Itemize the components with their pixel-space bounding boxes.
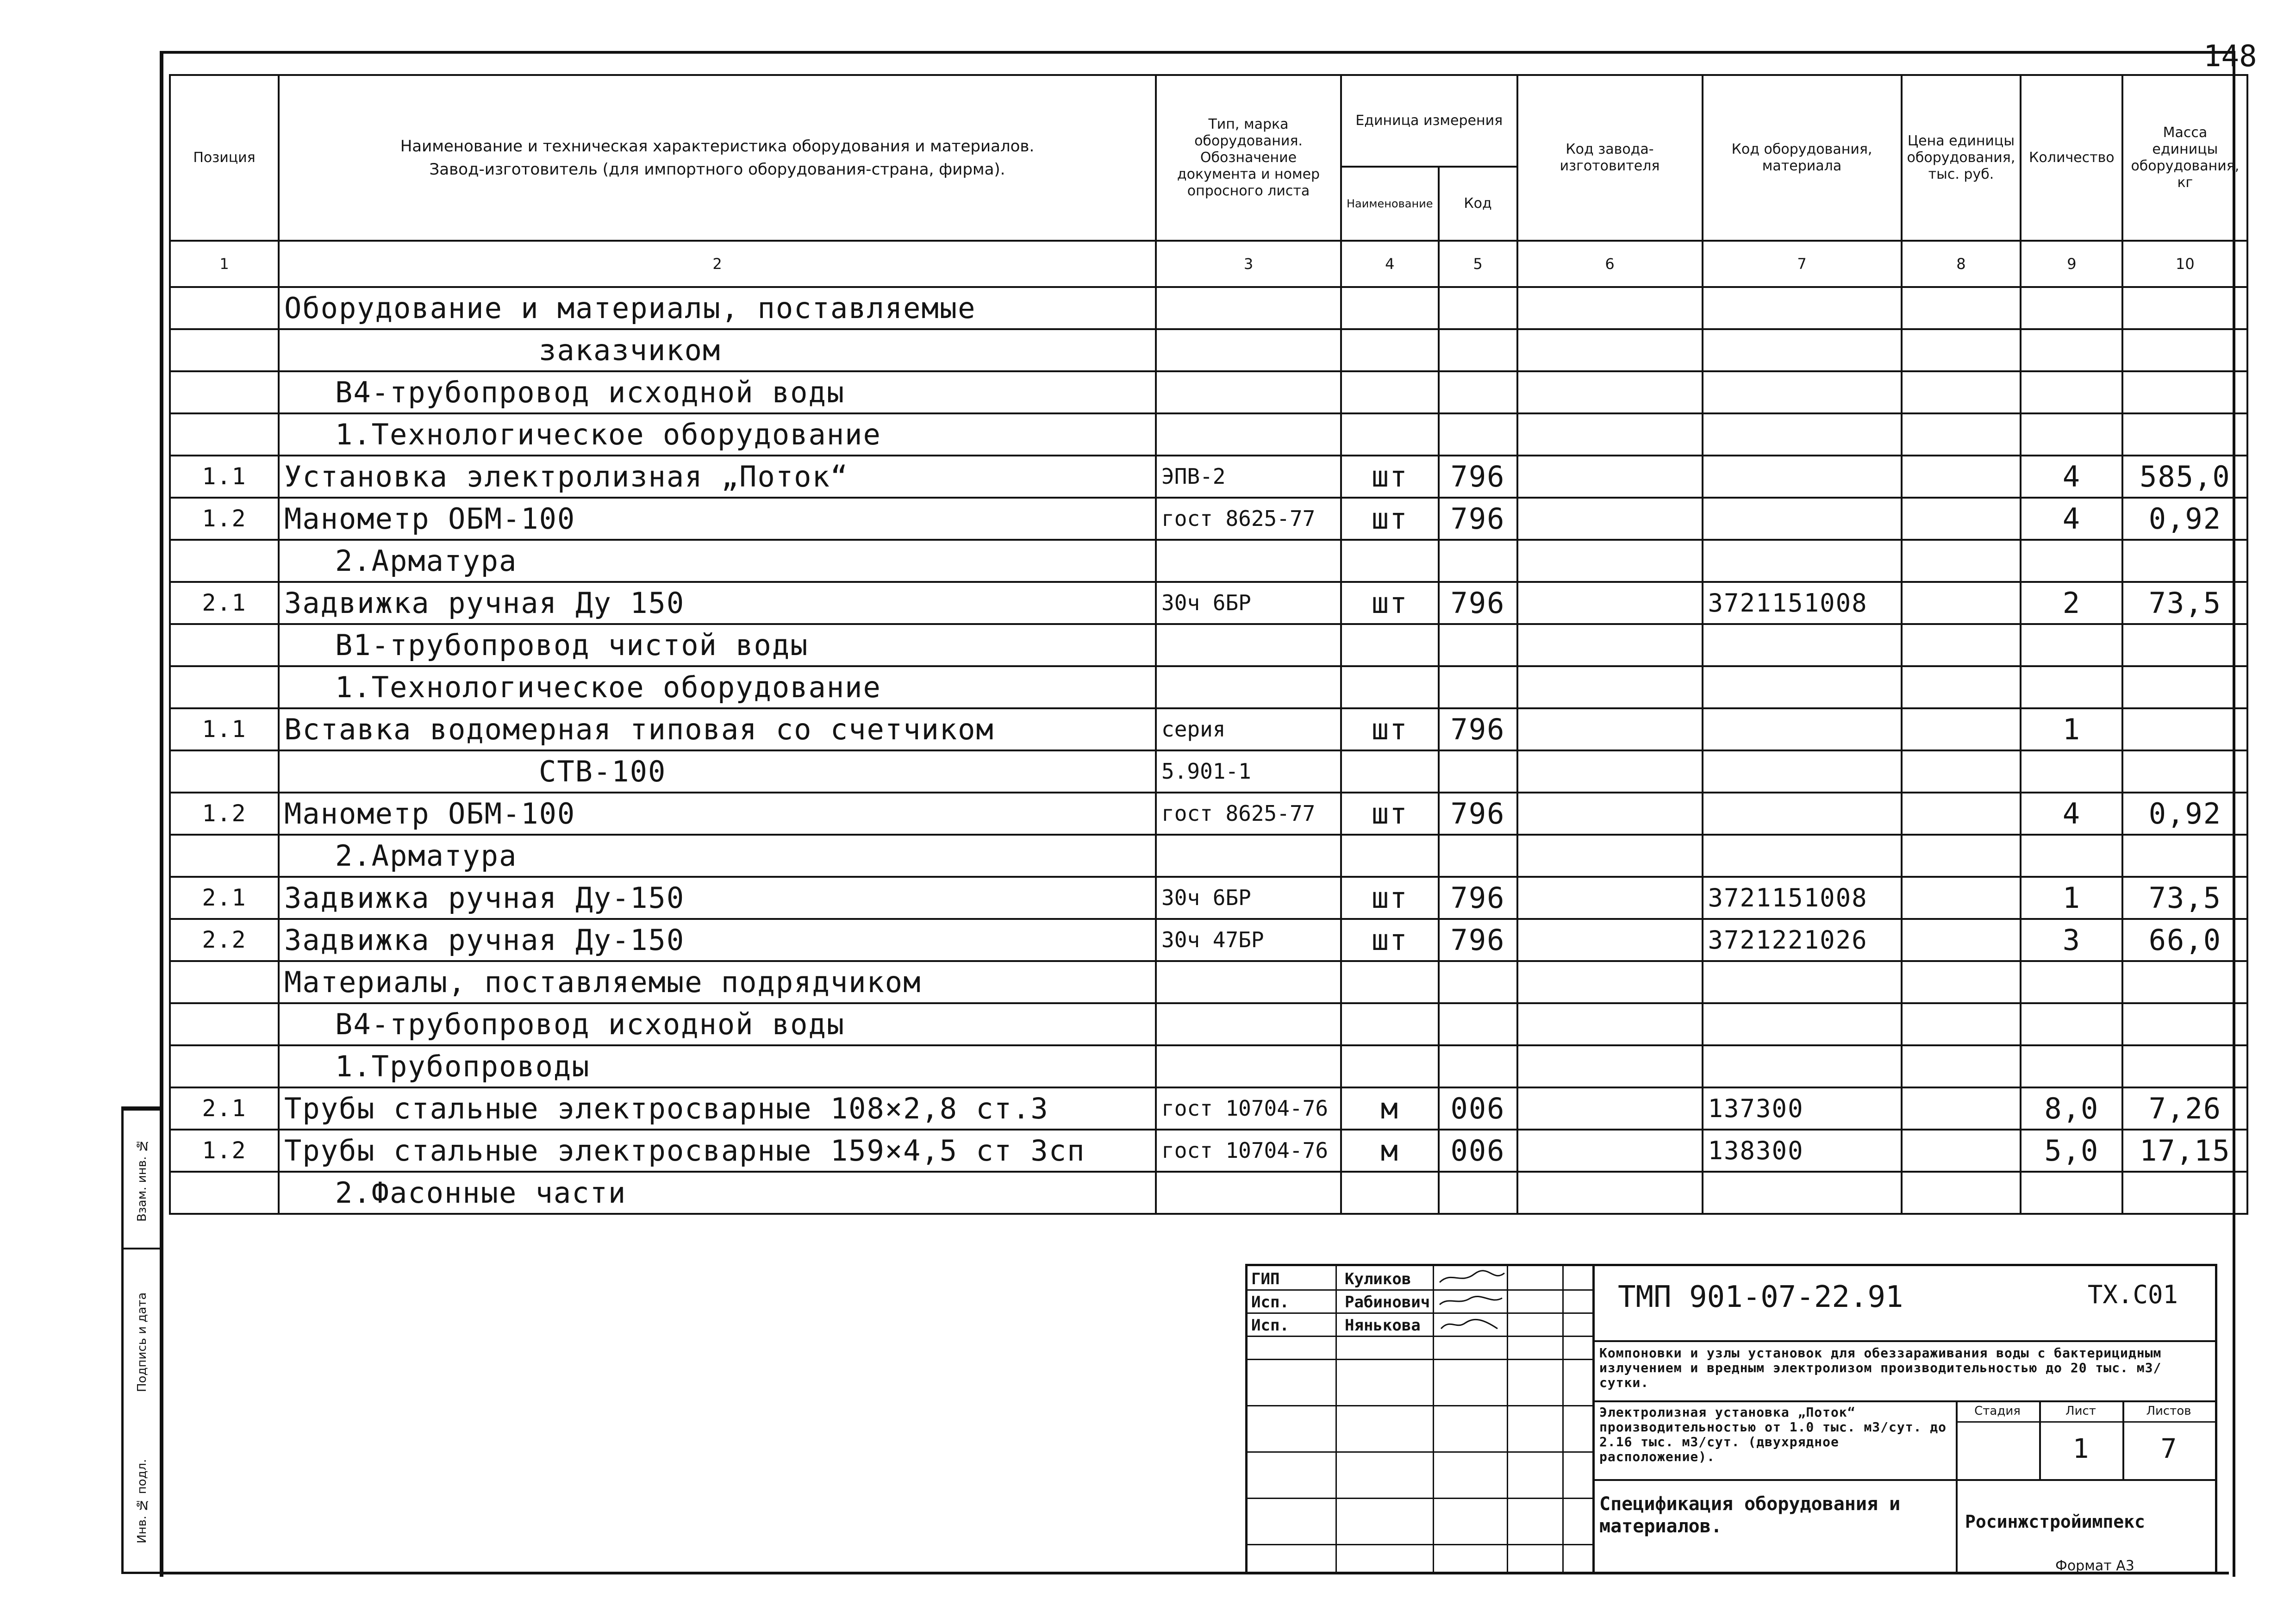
mass-cell <box>2122 329 2247 371</box>
price-cell <box>1902 329 2021 371</box>
mass-cell <box>2122 835 2247 877</box>
table-row <box>170 1003 2247 1045</box>
table-row <box>170 498 2247 540</box>
factory-code-cell <box>1517 1045 1703 1087</box>
price-cell <box>1902 582 2021 624</box>
position-cell <box>170 1003 279 1045</box>
price-cell <box>1902 919 2021 961</box>
column-number: 5 <box>1439 241 1517 287</box>
material-code-cell <box>1703 835 1902 877</box>
price-cell <box>1902 1003 2021 1045</box>
specification-table <box>169 74 2248 1215</box>
price-cell <box>1902 413 2021 456</box>
name-kulikov: Куликов <box>1345 1270 1411 1288</box>
title-block-main <box>1592 1264 2217 1574</box>
type-cell: гост 8625-77 <box>1156 498 1341 540</box>
unit-code-cell <box>1439 666 1517 708</box>
column-number: 6 <box>1517 241 1703 287</box>
factory-code-cell <box>1517 498 1703 540</box>
price-cell <box>1902 1087 2021 1130</box>
position-cell <box>170 961 279 1003</box>
material-code-cell: 3721221026 <box>1703 919 1902 961</box>
unit-code-cell <box>1439 750 1517 793</box>
quantity-cell <box>2021 371 2122 413</box>
table-row <box>170 1172 2247 1214</box>
sheet-code: ТХ.С01 <box>2087 1280 2178 1309</box>
sheet-value: 1 <box>2072 1433 2089 1464</box>
table-row <box>170 1130 2247 1172</box>
table-row <box>170 624 2247 666</box>
name-cell: 1.Технологическое оборудование <box>279 413 1156 456</box>
type-cell <box>1156 1045 1341 1087</box>
column-number: 2 <box>279 241 1156 287</box>
signature-mark <box>1437 1292 1507 1310</box>
quantity-cell <box>2021 329 2122 371</box>
sheets-total-value: 7 <box>2160 1433 2177 1464</box>
table-row <box>170 1045 2247 1087</box>
position-cell: 1.2 <box>170 793 279 835</box>
factory-code-cell <box>1517 371 1703 413</box>
position-cell <box>170 371 279 413</box>
quantity-cell: 8,0 <box>2021 1087 2122 1130</box>
header-name <box>279 75 1156 241</box>
unit-name-cell <box>1341 750 1439 793</box>
type-cell: 5.901-1 <box>1156 750 1341 793</box>
column-number: 9 <box>2021 241 2122 287</box>
unit-name-cell: шт <box>1341 708 1439 750</box>
unit-name-cell <box>1341 1003 1439 1045</box>
factory-code-cell <box>1517 961 1703 1003</box>
material-code-cell <box>1703 1172 1902 1214</box>
quantity-cell <box>2021 1172 2122 1214</box>
name-cell: Манометр ОБМ-100 <box>279 793 1156 835</box>
type-cell: ЭПВ-2 <box>1156 456 1341 498</box>
table-row <box>170 371 2247 413</box>
factory-code-cell <box>1517 1003 1703 1045</box>
position-cell: 2.2 <box>170 919 279 961</box>
signature-mark <box>1437 1315 1507 1333</box>
table-row <box>170 793 2247 835</box>
unit-name-cell <box>1341 329 1439 371</box>
quantity-cell: 4 <box>2021 498 2122 540</box>
table-row <box>170 835 2247 877</box>
position-cell <box>170 1045 279 1087</box>
price-cell <box>1902 961 2021 1003</box>
type-cell <box>1156 287 1341 329</box>
unit-name-cell <box>1341 961 1439 1003</box>
document-title: Спецификация оборудования и материалов. <box>1599 1493 1901 1537</box>
unit-code-cell <box>1439 287 1517 329</box>
header-price: Цена единицы оборудования, тыс. руб. <box>1902 75 2021 241</box>
material-code-cell <box>1703 371 1902 413</box>
factory-code-cell <box>1517 708 1703 750</box>
column-number: 1 <box>170 241 279 287</box>
material-code-cell <box>1703 1045 1902 1087</box>
unit-code-cell <box>1439 413 1517 456</box>
mass-cell: 0,92 <box>2122 498 2247 540</box>
factory-code-cell <box>1517 877 1703 919</box>
mass-cell: 66,0 <box>2122 919 2247 961</box>
mass-cell <box>2122 961 2247 1003</box>
name-cell: В1-трубопровод чистой воды <box>279 624 1156 666</box>
mass-cell <box>2122 371 2247 413</box>
quantity-cell: 4 <box>2021 456 2122 498</box>
quantity-cell: 3 <box>2021 919 2122 961</box>
type-cell <box>1156 666 1341 708</box>
material-code-cell <box>1703 287 1902 329</box>
unit-code-cell: 796 <box>1439 793 1517 835</box>
table-row <box>170 582 2247 624</box>
quantity-cell <box>2021 624 2122 666</box>
role-gip: ГИП <box>1251 1270 1280 1288</box>
material-code-cell: 138300 <box>1703 1130 1902 1172</box>
table-row <box>170 919 2247 961</box>
factory-code-cell <box>1517 582 1703 624</box>
project-title: Компоновки и узлы установок для обеззараживания воды с бактерицидным излучением и вредным электролизом производительностью до 20 тыс. м3/сутки. <box>1599 1345 2162 1390</box>
position-cell: 1.1 <box>170 456 279 498</box>
factory-code-cell <box>1517 540 1703 582</box>
type-cell <box>1156 371 1341 413</box>
price-cell <box>1902 456 2021 498</box>
mass-cell: 585,0 <box>2122 456 2247 498</box>
factory-code-cell <box>1517 750 1703 793</box>
position-cell: 2.1 <box>170 582 279 624</box>
type-cell: гост 10704-76 <box>1156 1130 1341 1172</box>
price-cell <box>1902 835 2021 877</box>
factory-code-cell <box>1517 329 1703 371</box>
organization-name: Росинжстройимпекс <box>1965 1512 2145 1532</box>
header-unit-name: Наименование <box>1341 167 1439 241</box>
sheet-label: Лист <box>2065 1404 2096 1418</box>
position-cell <box>170 835 279 877</box>
material-code-cell <box>1703 793 1902 835</box>
material-code-cell <box>1703 961 1902 1003</box>
role-executor: Исп. <box>1251 1316 1289 1335</box>
position-cell: 1.1 <box>170 708 279 750</box>
table-row <box>170 413 2247 456</box>
header-name-line1: Наименование и техническая характеристика оборудования и материалов. <box>400 137 1035 156</box>
mass-cell <box>2122 750 2247 793</box>
name-rabinovich: Рабинович <box>1345 1293 1430 1312</box>
material-code-cell <box>1703 413 1902 456</box>
material-code-cell <box>1703 329 1902 371</box>
name-cell: В4-трубопровод исходной воды <box>279 1003 1156 1045</box>
header-type: Тип, марка оборудования. Обозначение документа и номер опросного листа <box>1156 75 1341 241</box>
material-code-cell <box>1703 1003 1902 1045</box>
mass-cell <box>2122 540 2247 582</box>
unit-code-cell <box>1439 961 1517 1003</box>
table-row <box>170 961 2247 1003</box>
material-code-cell <box>1703 666 1902 708</box>
price-cell <box>1902 1130 2021 1172</box>
price-cell <box>1902 708 2021 750</box>
position-cell <box>170 624 279 666</box>
sheets-label: Листов <box>2146 1404 2191 1418</box>
table-row <box>170 708 2247 750</box>
mass-cell <box>2122 666 2247 708</box>
stage-label: Стадия <box>1974 1404 2021 1418</box>
mass-cell <box>2122 708 2247 750</box>
factory-code-cell <box>1517 666 1703 708</box>
inventory-number-label: Инв. № подл. <box>135 1459 149 1544</box>
unit-name-cell <box>1341 287 1439 329</box>
unit-name-cell <box>1341 666 1439 708</box>
column-number: 8 <box>1902 241 2021 287</box>
table-row <box>170 329 2247 371</box>
price-cell <box>1902 793 2021 835</box>
price-cell <box>1902 371 2021 413</box>
unit-name-cell: шт <box>1341 456 1439 498</box>
quantity-cell: 1 <box>2021 708 2122 750</box>
type-cell: 30ч 47БР <box>1156 919 1341 961</box>
unit-code-cell: 796 <box>1439 498 1517 540</box>
type-cell <box>1156 413 1341 456</box>
replaced-inventory-label: Взам. инв. № <box>124 1109 161 1249</box>
type-cell: гост 10704-76 <box>1156 1087 1341 1130</box>
unit-name-cell: шт <box>1341 582 1439 624</box>
factory-code-cell <box>1517 919 1703 961</box>
name-cell: Трубы стальные электросварные 108×2,8 ст.3 <box>279 1087 1156 1130</box>
signature-date-label: Подпись и дата <box>124 1248 161 1435</box>
position-cell <box>170 287 279 329</box>
material-code-cell <box>1703 498 1902 540</box>
unit-code-cell: 796 <box>1439 582 1517 624</box>
type-cell <box>1156 624 1341 666</box>
material-code-cell: 3721151008 <box>1703 582 1902 624</box>
unit-code-cell: 796 <box>1439 708 1517 750</box>
table-row <box>170 540 2247 582</box>
unit-name-cell: шт <box>1341 919 1439 961</box>
type-cell <box>1156 961 1341 1003</box>
material-code-cell <box>1703 456 1902 498</box>
name-cell: Вставка водомерная типовая со счетчиком <box>279 708 1156 750</box>
role-executor: Исп. <box>1251 1293 1289 1312</box>
type-cell: 30ч 6БР <box>1156 877 1341 919</box>
material-code-cell <box>1703 750 1902 793</box>
mass-cell: 73,5 <box>2122 582 2247 624</box>
factory-code-cell <box>1517 413 1703 456</box>
mass-cell: 73,5 <box>2122 877 2247 919</box>
unit-name-cell: шт <box>1341 793 1439 835</box>
signature-mark <box>1437 1268 1507 1287</box>
name-cell: Трубы стальные электросварные 159×4,5 ст 3сп <box>279 1130 1156 1172</box>
unit-code-cell <box>1439 1003 1517 1045</box>
name-cell: 2.Арматура <box>279 835 1156 877</box>
type-cell <box>1156 835 1341 877</box>
column-number: 4 <box>1341 241 1439 287</box>
mass-cell: 7,26 <box>2122 1087 2247 1130</box>
name-cell: 1.Трубопроводы <box>279 1045 1156 1087</box>
type-cell <box>1156 1172 1341 1214</box>
unit-code-cell: 006 <box>1439 1087 1517 1130</box>
quantity-cell: 1 <box>2021 877 2122 919</box>
position-cell <box>170 413 279 456</box>
table-row <box>170 456 2247 498</box>
price-cell <box>1902 1045 2021 1087</box>
type-cell <box>1156 329 1341 371</box>
price-cell <box>1902 624 2021 666</box>
name-cell: Оборудование и материалы, поставляемые <box>279 287 1156 329</box>
name-cell: Манометр ОБМ-100 <box>279 498 1156 540</box>
name-cell: 2.Фасонные части <box>279 1172 1156 1214</box>
header-name-line2: Завод-изготовитель (для импортного оборудования-страна, фирма). <box>429 160 1005 179</box>
price-cell <box>1902 1172 2021 1214</box>
bottom-frame-line <box>160 1572 2229 1574</box>
unit-name-cell <box>1341 1172 1439 1214</box>
material-code-cell <box>1703 540 1902 582</box>
material-code-cell <box>1703 708 1902 750</box>
position-cell: 1.2 <box>170 498 279 540</box>
table-row <box>170 877 2247 919</box>
position-cell <box>170 329 279 371</box>
unit-name-cell <box>1341 624 1439 666</box>
unit-code-cell: 796 <box>1439 919 1517 961</box>
name-cell: Задвижка ручная Ду-150 <box>279 877 1156 919</box>
table-row <box>170 666 2247 708</box>
quantity-cell: 5,0 <box>2021 1130 2122 1172</box>
mass-cell <box>2122 287 2247 329</box>
quantity-cell <box>2021 750 2122 793</box>
factory-code-cell <box>1517 793 1703 835</box>
price-cell <box>1902 498 2021 540</box>
header-material-code: Код оборудования, материала <box>1703 75 1902 241</box>
name-cell: заказчиком <box>279 329 1156 371</box>
header-position: Позиция <box>170 75 279 241</box>
unit-name-cell: м <box>1341 1130 1439 1172</box>
position-cell: 2.1 <box>170 877 279 919</box>
name-cell: СТВ-100 <box>279 750 1156 793</box>
factory-code-cell <box>1517 287 1703 329</box>
unit-code-cell <box>1439 329 1517 371</box>
table-row <box>170 750 2247 793</box>
table-row <box>170 1087 2247 1130</box>
factory-code-cell <box>1517 456 1703 498</box>
name-cell: 2.Арматура <box>279 540 1156 582</box>
mass-cell: 0,92 <box>2122 793 2247 835</box>
unit-code-cell <box>1439 371 1517 413</box>
quantity-cell: 2 <box>2021 582 2122 624</box>
mass-cell: 17,15 <box>2122 1130 2247 1172</box>
column-number: 7 <box>1703 241 1902 287</box>
position-cell <box>170 540 279 582</box>
format-label: Формат А3 <box>2055 1558 2134 1574</box>
quantity-cell <box>2021 1003 2122 1045</box>
quantity-cell <box>2021 413 2122 456</box>
header-factory-code: Код завода-изготовителя <box>1517 75 1703 241</box>
unit-code-cell: 796 <box>1439 877 1517 919</box>
unit-name-cell: шт <box>1341 877 1439 919</box>
type-cell: серия <box>1156 708 1341 750</box>
name-cell: 1.Технологическое оборудование <box>279 666 1156 708</box>
factory-code-cell <box>1517 1087 1703 1130</box>
material-code-cell: 3721151008 <box>1703 877 1902 919</box>
quantity-cell <box>2021 835 2122 877</box>
unit-name-cell <box>1341 413 1439 456</box>
column-number: 10 <box>2122 241 2247 287</box>
name-cell: В4-трубопровод исходной воды <box>279 371 1156 413</box>
quantity-cell <box>2021 1045 2122 1087</box>
unit-code-cell <box>1439 1172 1517 1214</box>
position-cell: 1.2 <box>170 1130 279 1172</box>
unit-name-cell: шт <box>1341 498 1439 540</box>
unit-name-cell <box>1341 835 1439 877</box>
header-unit-group: Единица измерения <box>1341 75 1517 167</box>
price-cell <box>1902 540 2021 582</box>
mass-cell <box>2122 624 2247 666</box>
title-block <box>1245 1264 2213 1569</box>
material-code-cell <box>1703 624 1902 666</box>
unit-code-cell: 796 <box>1439 456 1517 498</box>
quantity-cell <box>2021 961 2122 1003</box>
unit-name-cell <box>1341 371 1439 413</box>
name-cell: Задвижка ручная Ду-150 <box>279 919 1156 961</box>
price-cell <box>1902 287 2021 329</box>
unit-name-cell <box>1341 1045 1439 1087</box>
quantity-cell <box>2021 287 2122 329</box>
position-cell: 2.1 <box>170 1087 279 1130</box>
quantity-cell <box>2021 666 2122 708</box>
mass-cell <box>2122 1172 2247 1214</box>
signature-grid <box>1245 1264 1595 1572</box>
column-number-row <box>170 241 2247 287</box>
factory-code-cell <box>1517 835 1703 877</box>
type-cell: 30ч 6БР <box>1156 582 1341 624</box>
left-approval-strip <box>121 1106 163 1574</box>
position-cell <box>170 666 279 708</box>
type-cell: гост 8625-77 <box>1156 793 1341 835</box>
quantity-cell: 4 <box>2021 793 2122 835</box>
header-quantity: Количество <box>2021 75 2122 241</box>
type-cell <box>1156 540 1341 582</box>
unit-code-cell <box>1439 624 1517 666</box>
unit-code-cell: 006 <box>1439 1130 1517 1172</box>
unit-title: Электролизная установка „Поток“ производительностью от 1.0 тыс. м3/сут. до 2.16 тыс. м3/сут. (двухрядное расположение). <box>1599 1405 1947 1464</box>
position-cell <box>170 1172 279 1214</box>
type-cell <box>1156 1003 1341 1045</box>
position-cell <box>170 750 279 793</box>
mass-cell <box>2122 1045 2247 1087</box>
header-mass: Масса единицы оборудования, кг <box>2122 75 2247 241</box>
unit-code-cell <box>1439 1045 1517 1087</box>
name-cell: Материалы, поставляемые подрядчиком <box>279 961 1156 1003</box>
factory-code-cell <box>1517 1130 1703 1172</box>
name-cell: Установка электролизная „Поток“ <box>279 456 1156 498</box>
name-cell: Задвижка ручная Ду 150 <box>279 582 1156 624</box>
material-code-cell: 137300 <box>1703 1087 1902 1130</box>
price-cell <box>1902 877 2021 919</box>
document-code: ТМП 901-07-22.91 <box>1618 1280 1903 1314</box>
name-nyankova: Нянькова <box>1345 1316 1421 1335</box>
factory-code-cell <box>1517 1172 1703 1214</box>
page-number: 148 <box>2203 39 2257 74</box>
factory-code-cell <box>1517 624 1703 666</box>
unit-name-cell <box>1341 540 1439 582</box>
quantity-cell <box>2021 540 2122 582</box>
mass-cell <box>2122 413 2247 456</box>
unit-code-cell <box>1439 540 1517 582</box>
unit-code-cell <box>1439 835 1517 877</box>
price-cell <box>1902 750 2021 793</box>
table-row <box>170 287 2247 329</box>
unit-name-cell: м <box>1341 1087 1439 1130</box>
header-unit-code: Код <box>1439 167 1517 241</box>
price-cell <box>1902 666 2021 708</box>
column-number: 3 <box>1156 241 1341 287</box>
mass-cell <box>2122 1003 2247 1045</box>
